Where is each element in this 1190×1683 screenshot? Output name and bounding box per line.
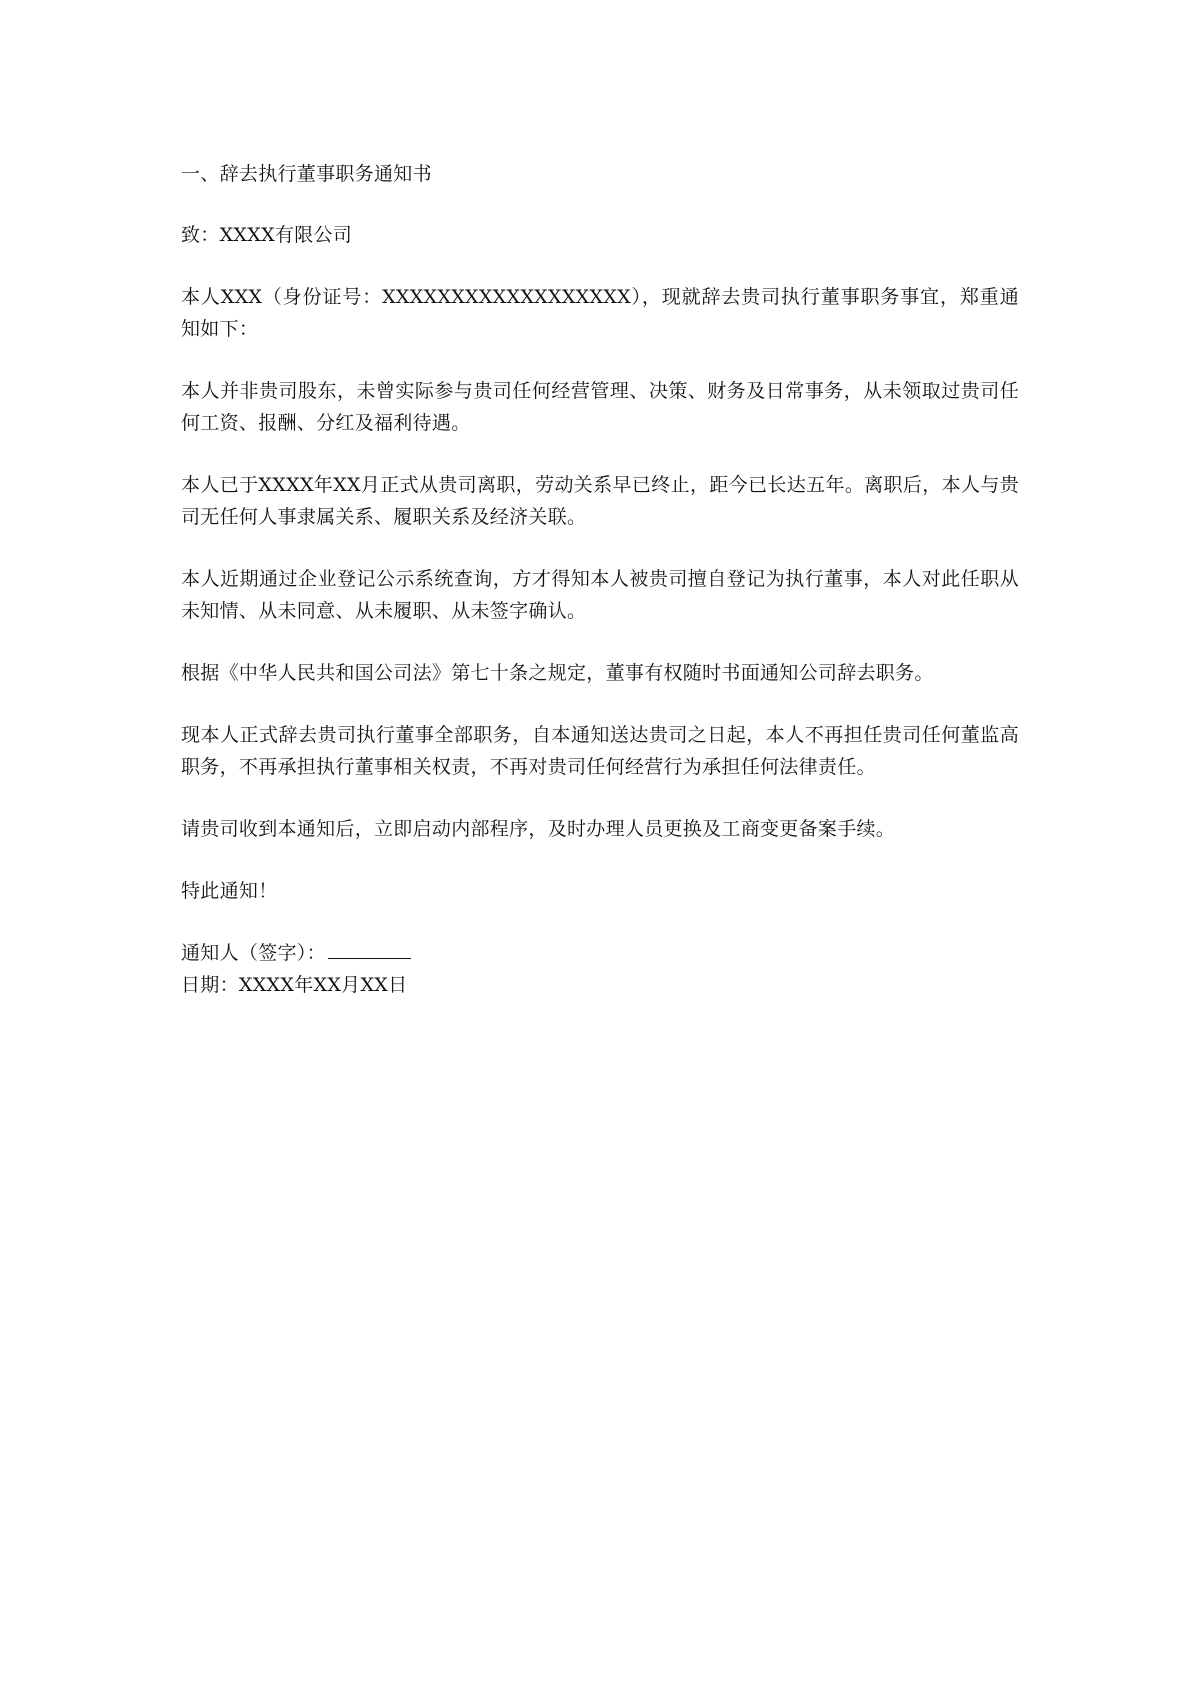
signature-blank [328, 938, 411, 959]
paragraph-closing: 特此通知！ [181, 880, 278, 902]
paragraph-intro: 本人XXX（身份证号：XXXXXXXXXXXXXXXXXX），现就辞去贵司执行董事职务事宜，郑重通知如下： [181, 286, 1019, 340]
date-line: 日期：XXXX年XX月XX日 [181, 974, 408, 996]
addressee-line: 致：XXXX有限公司 [181, 224, 353, 246]
document-heading: 一、辞去执行董事职务通知书 [181, 163, 432, 185]
document-body [181, 158, 1019, 1001]
paragraph-not-shareholder: 本人并非贵司股东，未曾实际参与贵司任何经营管理、决策、财务及日常事务，从未领取过贵司任何工资、报酬、分红及福利待遇。 [181, 380, 1019, 434]
paragraph-request: 请贵司收到本通知后，立即启动内部程序，及时办理人员更换及工商变更备案手续。 [181, 818, 896, 840]
signature-label: 通知人（签字）： [181, 942, 326, 964]
paragraph-legal-basis: 根据《中华人民共和国公司法》第七十条之规定，董事有权随时书面通知公司辞去职务。 [181, 662, 934, 684]
paragraph-resignation-statement: 现本人正式辞去贵司执行董事全部职务，自本通知送达贵司之日起，本人不再担任贵司任何董监高职务，不再承担执行董事相关权责，不再对贵司任何经营行为承担任何法律责任。 [181, 724, 1019, 778]
signature-line [181, 937, 1019, 969]
paragraph-unauthorized-registration: 本人近期通过企业登记公示系统查询，方才得知本人被贵司擅自登记为执行董事，本人对此任职从未知情、从未同意、从未履职、从未签字确认。 [181, 568, 1019, 622]
paragraph-resigned-employment: 本人已于XXXX年XX月正式从贵司离职，劳动关系早已终止，距今已长达五年。离职后，本人与贵司无任何人事隶属关系、履职关系及经济关联。 [181, 474, 1019, 528]
signature-block [181, 937, 1019, 1001]
